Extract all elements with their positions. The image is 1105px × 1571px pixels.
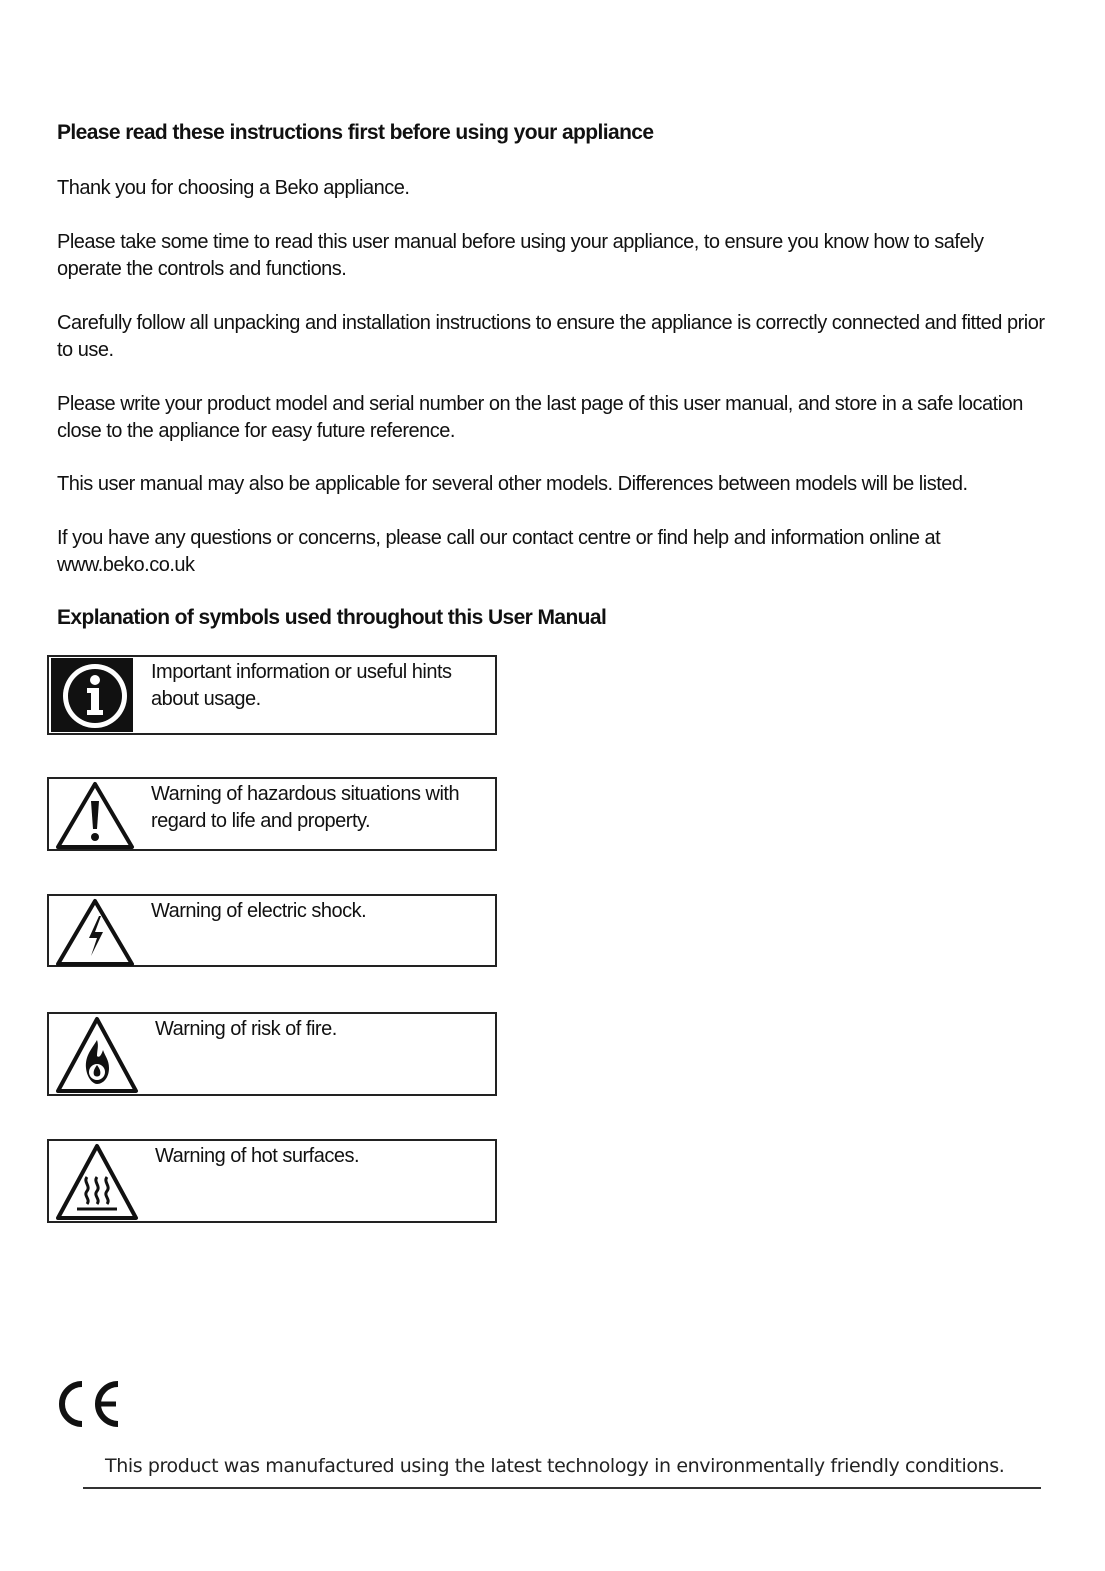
- fire-icon: [55, 1016, 139, 1094]
- intro-heading: Please read these instructions first before using your appliance: [57, 121, 654, 144]
- intro-paragraph-4: Please write your product model and serial number on the last page of this user manual, and store in a safe location close to the appliance for easy future reference.: [57, 393, 1023, 442]
- intro-paragraph-6: If you have any questions or concerns, please call our contact centre or find help and information online at www.beko.co.uk: [57, 527, 941, 576]
- symbol-hot-surface-box: [47, 1139, 497, 1223]
- info-icon: [51, 658, 133, 732]
- intro-paragraph-1: Thank you for choosing a Beko appliance.: [57, 177, 410, 199]
- symbol-hot-surface-text: Warning of hot surfaces.: [155, 1145, 360, 1167]
- symbol-info-box: [47, 655, 497, 735]
- symbol-warning-box: [47, 777, 497, 851]
- symbol-info-text: Important information or useful hints about usage.: [151, 661, 452, 710]
- symbols-heading: Explanation of symbols used throughout this User Manual: [57, 606, 607, 629]
- intro-paragraph-2: Please take some time to read this user manual before using your appliance, to ensure you know how to safely operate the controls and functions.: [57, 231, 984, 280]
- symbol-warning-text: Warning of hazardous situations with regard to life and property.: [151, 783, 460, 832]
- intro-paragraph-5: This user manual may also be applicable for several other models. Differences between models will be listed.: [57, 473, 968, 495]
- ce-mark-icon: [56, 1380, 122, 1428]
- hot-surface-icon: [55, 1143, 139, 1221]
- symbol-electric-text: Warning of electric shock.: [151, 900, 367, 922]
- footer-text: This product was manufactured using the latest technology in environmentally friendly conditions.: [105, 1455, 1005, 1477]
- symbol-electric-box: [47, 894, 497, 967]
- intro-paragraph-3: Carefully follow all unpacking and installation instructions to ensure the appliance is correctly connected and fitted prior to use.: [57, 312, 1045, 361]
- symbol-fire-text: Warning of risk of fire.: [155, 1018, 337, 1040]
- symbol-fire-box: [47, 1012, 497, 1096]
- warning-icon: [55, 781, 135, 849]
- footer-divider: [83, 1487, 1041, 1489]
- electric-shock-icon: [55, 898, 135, 966]
